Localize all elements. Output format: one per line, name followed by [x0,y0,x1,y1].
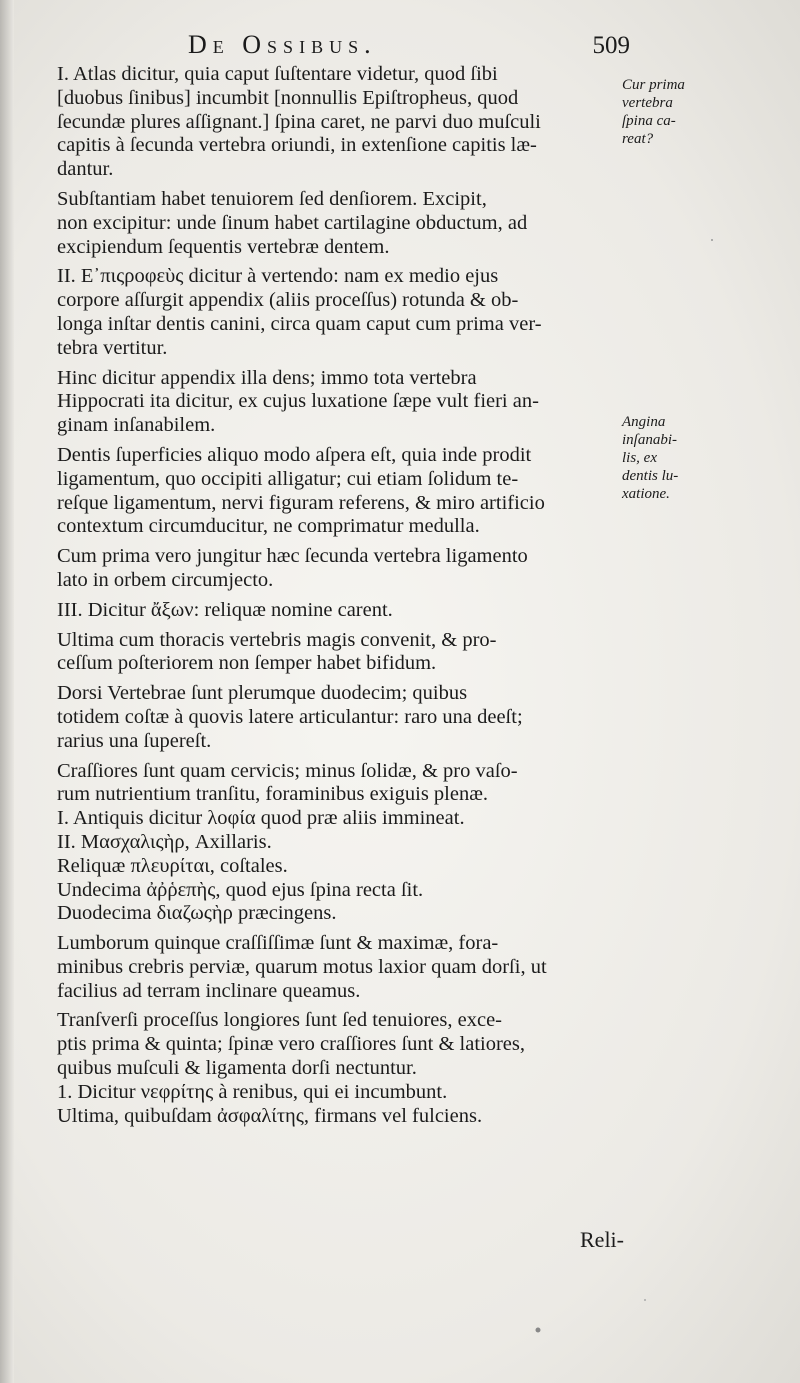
paragraph-dorsi-vertebrae [57,682,627,753]
text-line: Hinc dicitur appendix illa dens; immo tota vertebra [57,366,477,389]
paper-speck [711,239,713,241]
paragraph-ligamentum [57,545,627,593]
text-line: non excipitur: unde ſinum habet cartilagine obductum, ad [57,211,528,234]
running-head: De Ossibus. [188,30,377,59]
text-line: I. Atlas dicitur, quia caput ſuſtentare videtur, quod ſibi [57,63,498,85]
text-line: Cum prima vero jungitur hæc ſecunda vertebra ligamento [57,545,528,568]
text-line: III. Dicitur ἄξων: reliquæ nomine carent. [57,598,393,621]
margin-note-line: dentis lu- [622,468,679,484]
text-line: ceſſum poſteriorem non ſemper habet bifidum. [57,652,437,675]
text-line: Duodecima διαζωςὴρ præcingens. [57,902,337,925]
text-line: ſecundæ plures aſſignant.] ſpina caret, ne parvi duo muſculi [57,110,541,133]
text-line: Ultima cum thoracis vertebris magis convenit, & pro- [57,628,497,651]
text-line: rum nutrientium tranſitu, foraminibus exiguis plenæ. [57,783,489,806]
text-line: Ultima, quibuſdam ἀσφαλίτης, firmans vel fulciens. [57,1104,483,1127]
text-line: lato in orbem circumjecto. [57,568,274,591]
text-line: facilius ad terram inclinare queamus. [57,979,361,1002]
margin-note-line: vertebra [622,95,673,111]
paper-speck [536,1328,541,1333]
paragraph-axon [57,599,627,623]
text-line: I. Antiquis dicitur λοφία quod præ aliis immineat. [57,807,465,830]
main-text-block [57,63,627,1134]
catchword: Reli- [580,1227,624,1252]
paragraph-atlas [57,63,627,182]
paragraph-substantia [57,188,627,259]
text-line: dantur. [57,158,114,181]
text-line: II. Ε᾽πιςροφεὺς dicitur à vertendo: nam ex medio ejus [57,265,499,288]
paragraph-ultima-cervicis [57,629,627,677]
text-line: capitis à ſecunda vertebra oriundi, in extenſione capitis læ- [57,134,537,157]
page-number: 509 [592,32,630,59]
text-line: reſque ligamentum, nervi figuram referens, & miro artificio [57,491,545,514]
text-line: contextum circumducitur, ne comprimatur medulla. [57,515,480,538]
text-line: Lumborum quinque craſſiſſimæ ſunt & maximæ, fora- [57,932,499,955]
text-line: longa inſtar dentis canini, circa quam caput cum prima ver- [57,312,542,335]
paragraph-lumborum [57,932,627,1003]
margin-note-line: inſanabi- [622,432,677,448]
text-line: ligamentum, quo occipiti alligatur; cui etiam ſolidum te- [57,467,519,490]
paragraph-superficies [57,444,627,539]
text-line: ginam inſanabilem. [57,414,216,437]
margin-note-line: Cur prima [622,77,685,93]
paper-speck [644,1299,646,1301]
text-line: [duobus ſinibus] incumbit [nonnullis Epiſtropheus, quod [57,86,519,109]
margin-note-line: Angina [622,414,666,430]
text-line: Craſſiores ſunt quam cervicis; minus ſolidæ, & pro vaſo- [57,759,518,782]
margin-note-line: reat? [622,131,654,147]
text-line: Tranſverſi proceſſus longiores ſunt ſed tenuiores, exce- [57,1009,503,1032]
text-line: Dorsi Vertebrae ſunt plerumque duodecim; quibus [57,682,468,705]
page-gutter-shadow [0,0,14,1383]
text-line: Reliquæ πλευρίται, coſtales. [57,854,288,877]
margin-note-angina [622,413,702,503]
text-line: Subſtantiam habet tenuiorem ſed denſiorem. Excipit, [57,187,487,210]
text-line: Dentis ſuperficies aliquo modo aſpera eſt, quia inde prodit [57,443,532,466]
margin-note-line: xatione. [622,486,670,502]
text-line: corpore aſſurgit appendix (aliis proceſſus) rotunda & ob- [57,289,519,312]
text-line: minibus crebris perviæ, quarum motus laxior quam dorſi, ut [57,955,547,978]
paragraph-crassiores [57,760,627,927]
text-line: Hippocrati ita dicitur, ex cujus luxatione ſæpe vult fieri an- [57,390,539,413]
text-line: II. Μασχαλιςὴρ, Axillaris. [57,830,272,853]
text-line: totidem coſtæ à quovis latere articulantur: raro una deeſt; [57,705,523,728]
margin-note-cur-prima [622,76,702,148]
margin-note-line: lis, ex [622,450,657,466]
text-line: 1. Dicitur νεφρίτης à renibus, qui ei incumbunt. [57,1080,448,1103]
text-line: excipiendum ſequentis vertebræ dentem. [57,235,390,258]
text-line: ptis prima & quinta; ſpinæ vero craſſiores ſunt & latiores, [57,1033,525,1056]
paragraph-epistropheus [57,265,627,360]
paragraph-transversi [57,1009,627,1128]
text-line: quibus muſculi & ligamenta dorſi nectuntur. [57,1057,417,1080]
text-line: rarius una ſupereſt. [57,729,212,752]
text-line: tebra vertitur. [57,336,168,359]
margin-note-line: ſpina ca- [622,113,676,129]
text-line: Undecima ἀῤῥεπὴς, quod ejus ſpina recta ſit. [57,878,424,901]
paragraph-dens [57,367,627,438]
